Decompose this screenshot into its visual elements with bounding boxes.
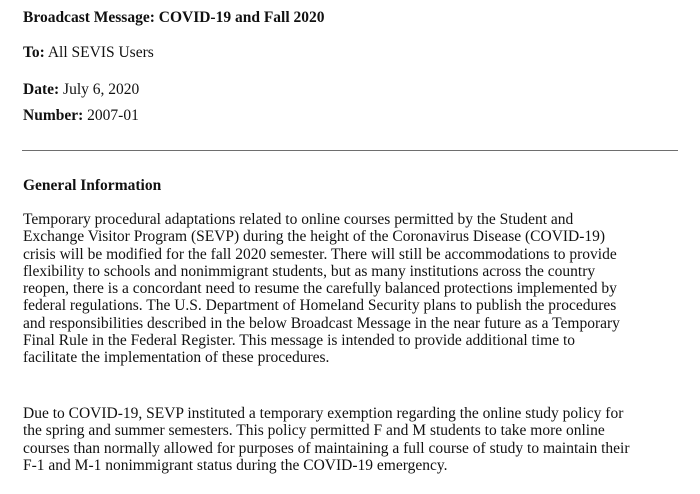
document-title: Broadcast Message: COVID-19 and Fall 2020 (23, 9, 325, 26)
number-line (23, 107, 139, 125)
paragraph-line: F-1 and M-1 nonimmigrant status during the COVID-19 emergency. (23, 456, 448, 474)
paragraph-line: crisis will be modified for the fall 2020 semester. There will still be accommodations to provide (23, 245, 617, 263)
number-label: Number: (23, 107, 84, 124)
paragraph-line: Due to COVID-19, SEVP instituted a temporary exemption regarding the online study policy for (23, 405, 624, 422)
date-label: Date: (23, 81, 60, 98)
paragraph-line: flexibility to schools and nonimmigrant students, but as many institutions across the country (23, 262, 596, 280)
paragraph-line: facilitate the implementation of these procedures. (23, 349, 330, 367)
section-heading: General Information (23, 177, 162, 194)
to-value: All SEVIS Users (47, 44, 154, 61)
paragraph-line: reopen, there is a concordant need to resume the carefully balanced protections implemented by (23, 280, 617, 298)
paragraph-line: Final Rule in the Federal Register. This message is intended to provide additional time to (23, 332, 576, 350)
paragraph-line: Exchange Visitor Program (SEVP) during the height of the Coronavirus Disease (COVID-19) (23, 228, 606, 246)
paragraph-line: courses than normally allowed for purposes of maintaining a full course of study to maintain their (23, 439, 630, 457)
number-value: 2007-01 (87, 107, 139, 124)
paragraph-2 (23, 405, 683, 474)
date-line (23, 81, 139, 99)
paragraph-line: federal regulations. The U.S. Department of Homeland Security plans to publish the procedures (23, 297, 617, 315)
paragraph-line: the spring and summer semesters. This policy permitted F and M students to take more online (23, 422, 605, 440)
to-line (23, 44, 154, 62)
paragraph-1 (23, 211, 683, 367)
paragraph-line: and responsibilities described in the below Broadcast Message in the near future as a Temporary (23, 314, 620, 332)
to-label: To: (23, 44, 45, 61)
section-divider (22, 150, 678, 151)
date-value: July 6, 2020 (63, 81, 140, 98)
paragraph-line: Temporary procedural adaptations related to online courses permitted by the Student and (23, 211, 574, 228)
